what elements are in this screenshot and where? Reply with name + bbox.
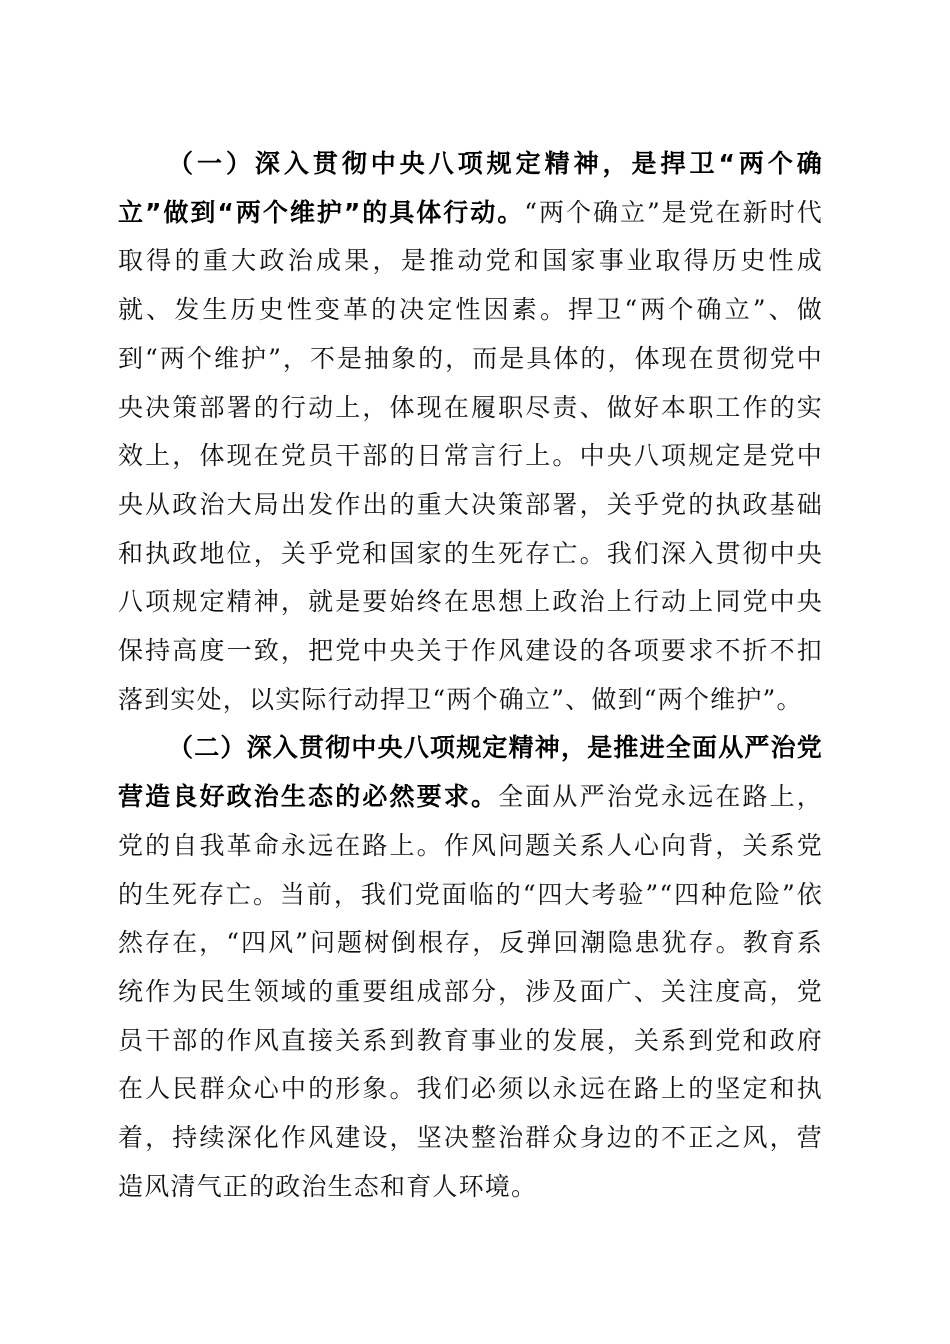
paragraph-2-heading: （二）深入贯彻中央八项规定精神，是推进全面从严治党营造良好政治生态的必然要求。 <box>118 733 824 812</box>
document-body <box>118 140 823 1211</box>
paragraph-1-heading: （一）深入贯彻中央八项规定精神，是捍卫“两个确立”做到“两个维护”的具体行动。 <box>118 149 823 227</box>
paragraph-2 <box>118 724 823 1211</box>
paragraph-1-text: “两个确立”是党在新时代取得的重大政治成果，是推动党和国家事业取得历史性成就、发生历史性变革的决定性因素。捍卫“两个确立”、做到“两个维护”，不是抽象的，而是具体的，体现在贯彻党中央决策部署的行动上，体现在履职尽责、做好本职工作的实效上，体现在党员干部的日常言行上。中央八项规定是党中央从政治大局出发作出的重大决策部署，关乎党的执政基础和执政地位，关乎党和国家的生死存亡。我们深入贯彻中央八项规定精神，就是要始终在思想上政治上行动上同党中央保持高度一致，把党中央关于作风建设的各项要求不折不扣落到实处，以实际行动捍卫“两个确立”、做到“两个维护”。 <box>118 197 824 714</box>
paragraph-1 <box>118 140 823 724</box>
paragraph-2-text: 全面从严治党永远在路上，党的自我革命永远在路上。作风问题关系人心向背，关系党的生死存亡。当前，我们党面临的“四大考验”“四种危险”依然存在，“四风”问题树倒根存，反弹回潮隐患犹存。教育系统作为民生领域的重要组成部分，涉及面广、关注度高，党员干部的作风直接关系到教育事业的发展，关系到党和政府在人民群众心中的形象。我们必须以永远在路上的坚定和执着，持续深化作风建设，坚决整治群众身边的不正之风，营造风清气正的政治生态和育人环境。 <box>118 782 823 1201</box>
